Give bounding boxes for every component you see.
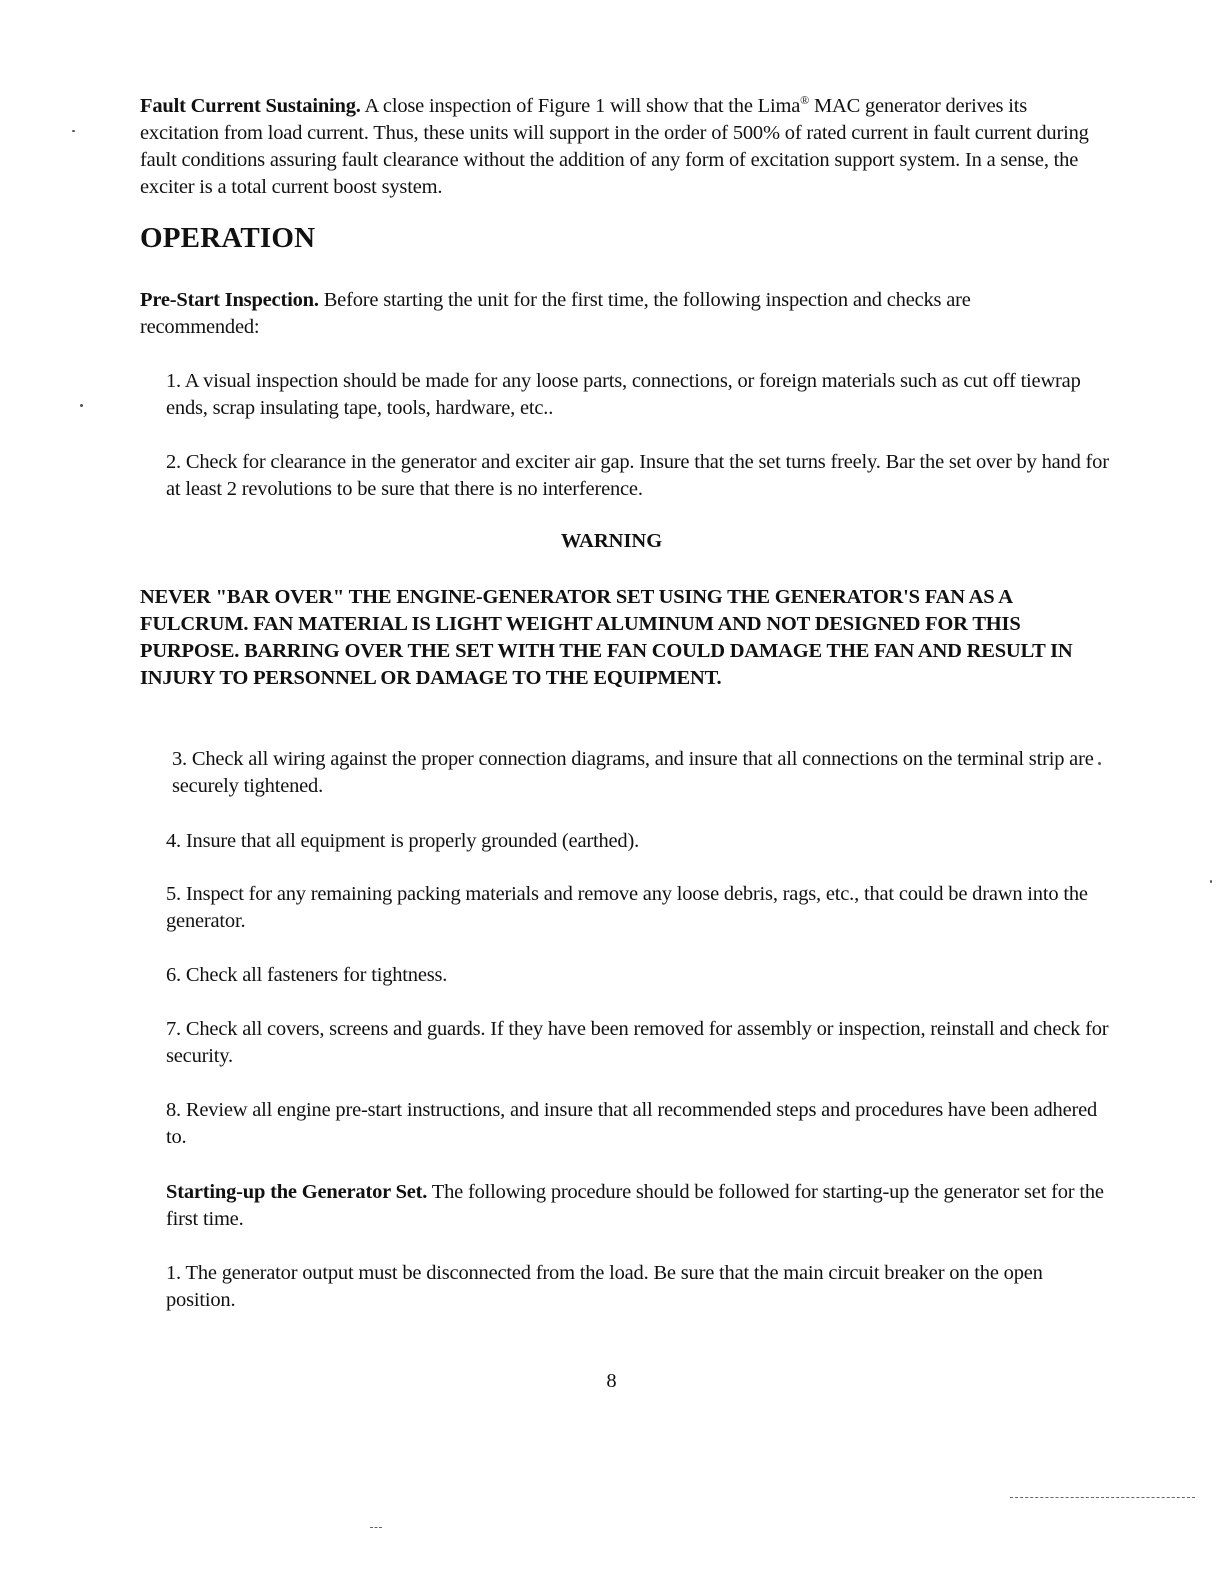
starting-up-title: Starting-up the Generator Set.	[166, 1181, 428, 1203]
scan-speck	[72, 130, 75, 132]
list-item: 8. Review all engine pre-start instructions, and insure that all recommended steps and procedures have been adhered to.	[166, 1099, 1098, 1148]
fault-current-paragraph	[140, 93, 1090, 201]
list-item: 4. Insure that all equipment is properly grounded (earthed).	[166, 830, 640, 852]
list-item: 2. Check for clearance in the generator and exciter air gap. Insure that the set turns freely. Bar the set over by hand for at least 2 revolutions to be sure that there is no interference.	[166, 451, 1109, 500]
starting-up-text: The following procedure should be followed for starting-up the generator set for the first time.	[166, 1181, 1104, 1230]
fault-current-text-a: A close inspection of Figure 1 will show that the Lima	[360, 95, 801, 117]
list-item: 7. Check all covers, screens and guards. If they have been removed for assembly or inspection, reinstall and check for security.	[166, 1018, 1109, 1067]
section-heading-operation: OPERATION	[140, 222, 316, 254]
scan-speck	[80, 404, 83, 407]
registered-mark: ®	[800, 93, 810, 108]
scan-speck	[1210, 880, 1212, 883]
warning-title: WARNING	[560, 530, 663, 552]
scan-dash	[370, 1527, 382, 1529]
page-number: 8	[606, 1370, 617, 1392]
list-item: 5. Inspect for any remaining packing materials and remove any loose debris, rags, etc., that could be drawn into the generator.	[166, 883, 1088, 932]
list-item: 1. The generator output must be disconnected from the load. Be sure that the main circuit breaker on the open position.	[166, 1262, 1043, 1311]
scan-dash	[1010, 1497, 1195, 1499]
list-item: 1. A visual inspection should be made for any loose parts, connections, or foreign materials such as cut off tiewrap ends, scrap insulating tape, tools, hardware, etc..	[166, 370, 1081, 419]
starting-up-paragraph	[140, 1179, 1116, 1233]
list-item: 3. Check all wiring against the proper connection diagrams, and insure that all connections on the terminal strip are securely tightened.	[172, 748, 1094, 797]
warning-text: NEVER "BAR OVER" THE ENGINE-GENERATOR SET USING THE GENERATOR'S FAN AS A FULCRUM. FAN MATERIAL IS LIGHT WEIGHT ALUMINUM AND NOT DESIGNED FOR THIS PURPOSE. BARRING OVER THE SET WITH THE FAN COULD DAMAGE THE FAN AND RESULT IN INJURY TO PERSONNEL OR DAMAGE TO THE EQUIPMENT.	[140, 586, 1073, 689]
scan-speck	[1098, 762, 1101, 765]
fault-current-title: Fault Current Sustaining.	[140, 95, 361, 117]
pre-start-title: Pre-Start Inspection.	[140, 289, 319, 311]
pre-start-paragraph	[140, 287, 1090, 341]
pre-start-text: Before starting the unit for the first time, the following inspection and checks are recommended:	[140, 289, 971, 338]
fault-current-text-b: MAC generator derives its excitation from load current. Thus, these units will support in the order of 500% of rated current in fault current during fault conditions assuring fault clearance without the addition of any form of excitation support system. In a sense, the exciter is a total current boost system.	[140, 95, 1089, 198]
list-item: 6. Check all fasteners for tightness.	[166, 964, 448, 986]
